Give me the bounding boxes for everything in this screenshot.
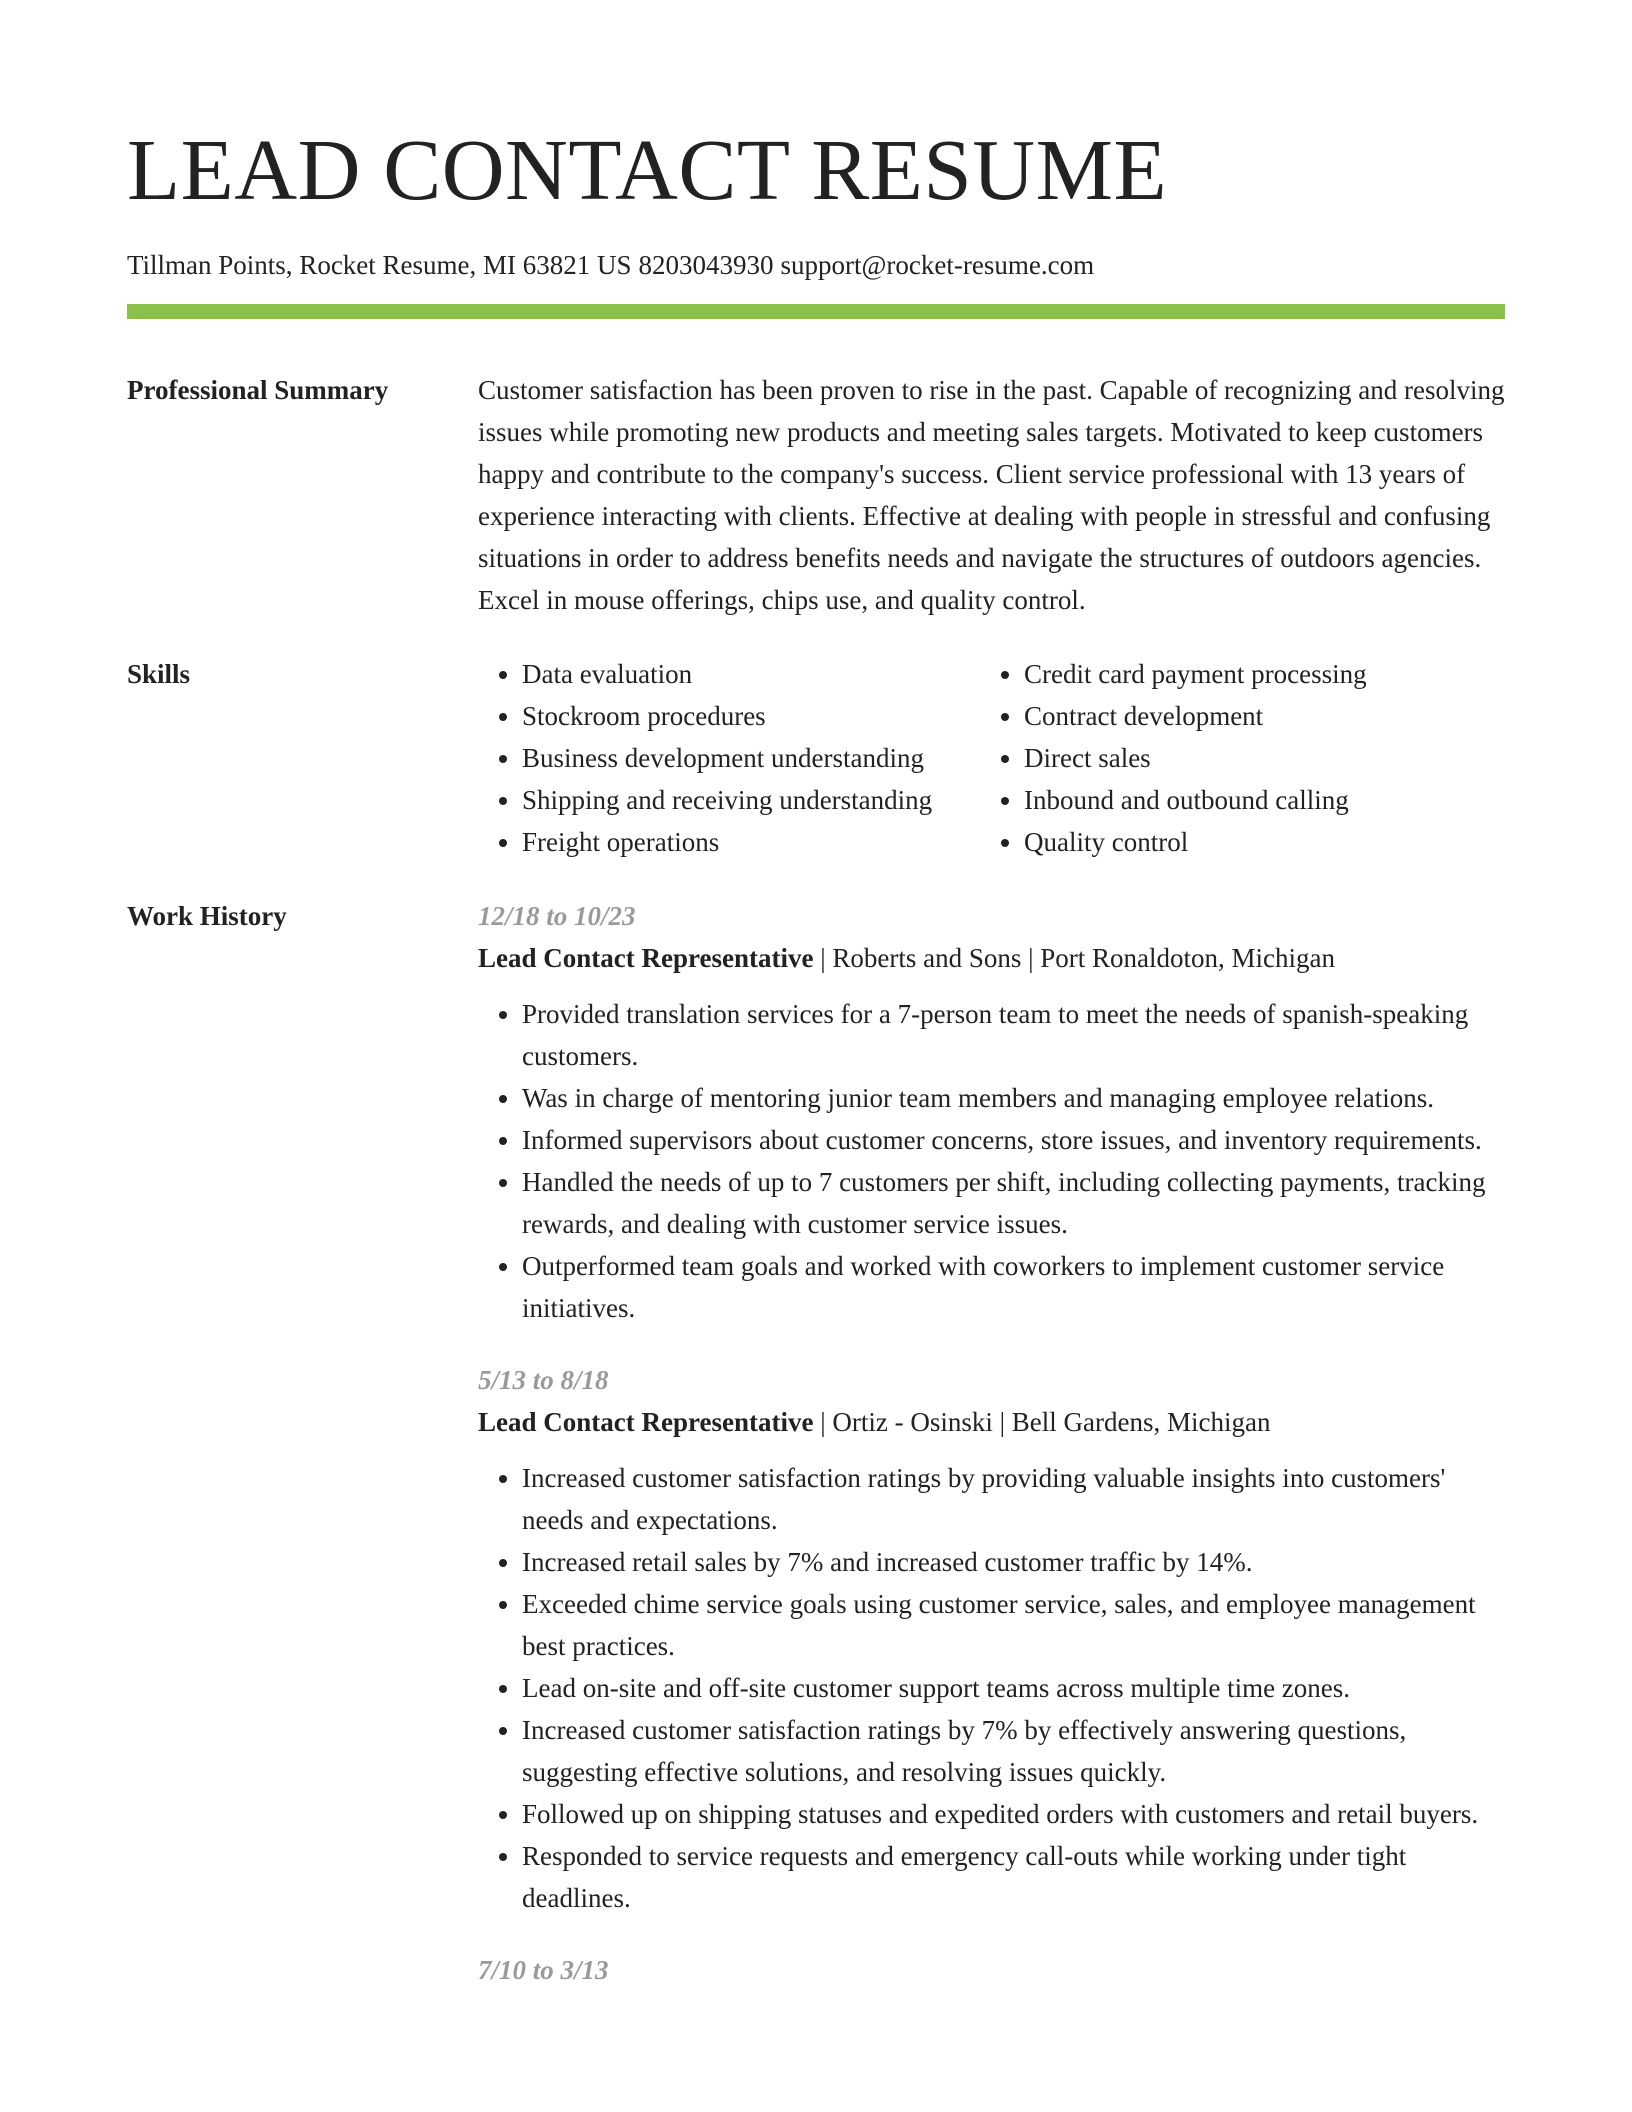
job-location: Port Ronaldoton, Michigan (1040, 943, 1335, 973)
job-bullet: • Followed up on shipping statuses and expedited orders with customers and retail buyers. (522, 1793, 1505, 1835)
summary-body (478, 369, 1505, 621)
skill-item: • Credit card payment processing (1024, 653, 1367, 695)
job-bullets (478, 1457, 1505, 1919)
job-bullet: • Increased customer satisfaction ratings by 7% by effectively answering questions, suggesting effective solutions, and resolving issues quickly. (522, 1709, 1505, 1793)
email-link[interactable]: support@rocket-resume.com (780, 250, 1095, 280)
summary-text: Customer satisfaction has been proven to rise in the past. Capable of recognizing and resolving issues while promoting new products and meeting sales targets. Motivated to keep customers happy and contribute to the company's success. Client service professional with 13 years of experience interacting with clients. Effective at dealing with people in stressful and confusing situations in order to address benefits needs and navigate the structures of outdoors agencies. Excel in mouse offerings, chips use, and quality control. (478, 375, 1505, 615)
job-bullets (478, 993, 1505, 1329)
skill-item: • Business development understanding (522, 737, 980, 779)
skill-item: • Contract development (1024, 695, 1367, 737)
job-heading: Lead Contact Representative | Roberts and Sons | Port Ronaldoton, Michigan (478, 943, 1335, 973)
job-dates: 7/10 to 3/13 (478, 1955, 609, 1985)
skills-heading: Skills (127, 659, 191, 689)
contact-line (127, 248, 1505, 282)
job-title: Lead Contact Representative (478, 1407, 814, 1437)
job-company: Ortiz - Osinski (832, 1407, 993, 1437)
work-history-heading: Work History (127, 901, 287, 931)
job-title: Lead Contact Representative (478, 943, 814, 973)
job-bullet: • Increased retail sales by 7% and increased customer traffic by 14%. (522, 1541, 1505, 1583)
summary-heading: Professional Summary (127, 375, 389, 405)
skill-item: • Quality control (1024, 821, 1367, 863)
job-bullet: • Exceeded chime service goals using customer service, sales, and employee management best practices. (522, 1583, 1505, 1667)
job-dates: 5/13 to 8/18 (478, 1365, 609, 1395)
job-bullet: • Lead on-site and off-site customer support teams across multiple time zones. (522, 1667, 1505, 1709)
page-title: LEAD CONTACT RESUME (127, 121, 1168, 218)
skills-column-2 (980, 653, 1367, 863)
skills-list (478, 653, 1505, 863)
job-location: Bell Gardens, Michigan (1011, 1407, 1271, 1437)
phone-text: 8203043930 (638, 250, 774, 280)
job-bullet: • Handled the needs of up to 7 customers per shift, including collecting payments, tracking rewards, and dealing with customer service issues. (522, 1161, 1505, 1245)
skill-item: • Direct sales (1024, 737, 1367, 779)
job-bullet: • Outperformed team goals and worked with coworkers to implement customer service initiatives. (522, 1245, 1505, 1329)
job-bullet: • Informed supervisors about customer concerns, store issues, and inventory requirements. (522, 1119, 1505, 1161)
job-company: Roberts and Sons (832, 943, 1022, 973)
job-bullet: • Responded to service requests and emergency call-outs while working under tight deadlines. (522, 1835, 1505, 1919)
job-entry (478, 895, 1505, 1329)
work-history-body (478, 895, 1505, 1991)
skill-item: • Shipping and receiving understanding (522, 779, 980, 821)
job-entry (478, 1949, 1505, 1991)
work-history-section (127, 895, 1505, 1991)
job-bullet: • Increased customer satisfaction ratings by providing valuable insights into customers' needs and expectations. (522, 1457, 1505, 1541)
skills-column-1 (478, 653, 980, 863)
skill-item: • Data evaluation (522, 653, 980, 695)
skills-section (127, 653, 1505, 863)
accent-divider (127, 304, 1505, 319)
skill-item: • Stockroom procedures (522, 695, 980, 737)
summary-section (127, 369, 1505, 621)
job-bullet: • Was in charge of mentoring junior team members and managing employee relations. (522, 1077, 1505, 1119)
skill-item: • Freight operations (522, 821, 980, 863)
job-entry (478, 1359, 1505, 1919)
job-bullet: • Provided translation services for a 7-person team to meet the needs of spanish-speaking customers. (522, 993, 1505, 1077)
skill-item: • Inbound and outbound calling (1024, 779, 1367, 821)
job-dates: 12/18 to 10/23 (478, 901, 636, 931)
address-text: Tillman Points, Rocket Resume, MI 63821 US (127, 250, 632, 280)
job-heading: Lead Contact Representative | Ortiz - Osinski | Bell Gardens, Michigan (478, 1407, 1271, 1437)
